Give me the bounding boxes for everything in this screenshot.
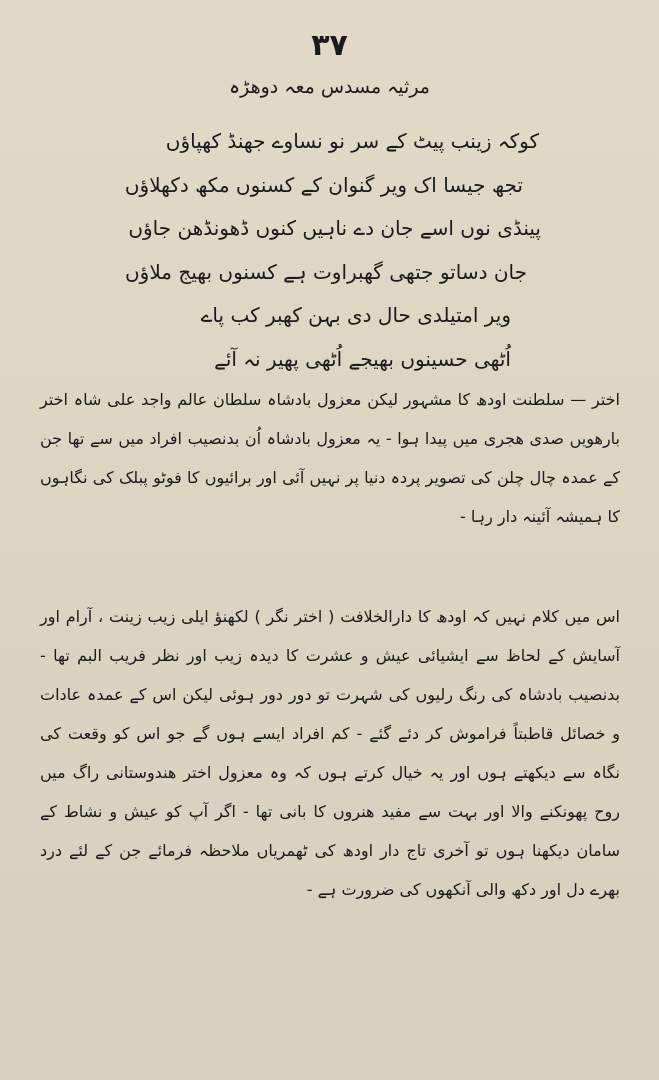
verse-line: تجھ جیسا اک ویر گنوان کے کسنوں مکھ دکھلاؤں bbox=[124, 172, 523, 197]
verse-line: ویر امتیلدی حال دی بہن کھبر کب پاے bbox=[200, 303, 511, 327]
verse-block bbox=[0, 120, 659, 381]
page-number: ۳۷ bbox=[311, 28, 348, 63]
verse-line: اُٹھی حسینوں بھیجے اُٹھی پھیر نہ آئے bbox=[214, 346, 511, 371]
paragraph-lucknow: اس میں کلام نہیں کہ اودھ کا دارالخلافت ( اختر نگر ) لکھنؤ ایلی زیب زینت ، آرام اور آسایش کے لحاظ سے ایشیائی عیش و عشرت کا دیدہ زیب اور نظر فریب البم تھا - بدنصیب بادشاہ کی رنگ رلیوں کی شہرت تو دور دور ہوئی لیکن اس کے عمدہ عادات و خصائل قاطبتاً فراموش کر دئے گئے - کم افراد ایسے ہوں گے جو اس کو وقعت کی نگاہ سے دیکھتے ہوں اور یہ خیال کرتے ہوں کہ وہ معزول اختر ھندوستانی راگ میں روح پھونکنے والا اور بہت سے مفید ھنروں کا بانی تھا - اگر آپ کو عیش و نشاط کے سامان دیکھنا ہوں تو آخری تاج دار اودھ کی ٹھمریاں ملاحظہ فرمائے جن کے لئے درد بھرے دل اور دکھ والی آنکھوں کی ضرورت ہے - bbox=[40, 607, 620, 899]
verse-line: جان دساتو جتھی گھبراوت ہے کسنوں بھیج ملاؤں bbox=[124, 259, 527, 284]
paragraph-biography: اختر — سلطنت اودھ کا مشہور لیکن معزول بادشاہ سلطان عالم واجد علی شاہ اختر بارھویں صدی ھجری میں پیدا ہوا - یہ معزول بادشاہ اُن بدنصیب افراد میں سے تھا جن کے عمدہ چال چلن کی تصویر پردہ دنیا پر نہیں آئی اور برائیوں کا فوٹو پبلک کی نگاہوں کا ہمیشہ آئینہ دار رہا - bbox=[40, 390, 620, 526]
verse-line: پینڈی نوں اسے جان دے ناہیں کنوں ڈھونڈھن جاؤں bbox=[128, 216, 541, 240]
verse-line: کوکہ زینب پیٹ کے سر نو نساوے جھنڈ کھپاؤں bbox=[165, 129, 539, 153]
section-heading: مرثیہ مسدس معہ دوھڑہ bbox=[229, 76, 430, 98]
